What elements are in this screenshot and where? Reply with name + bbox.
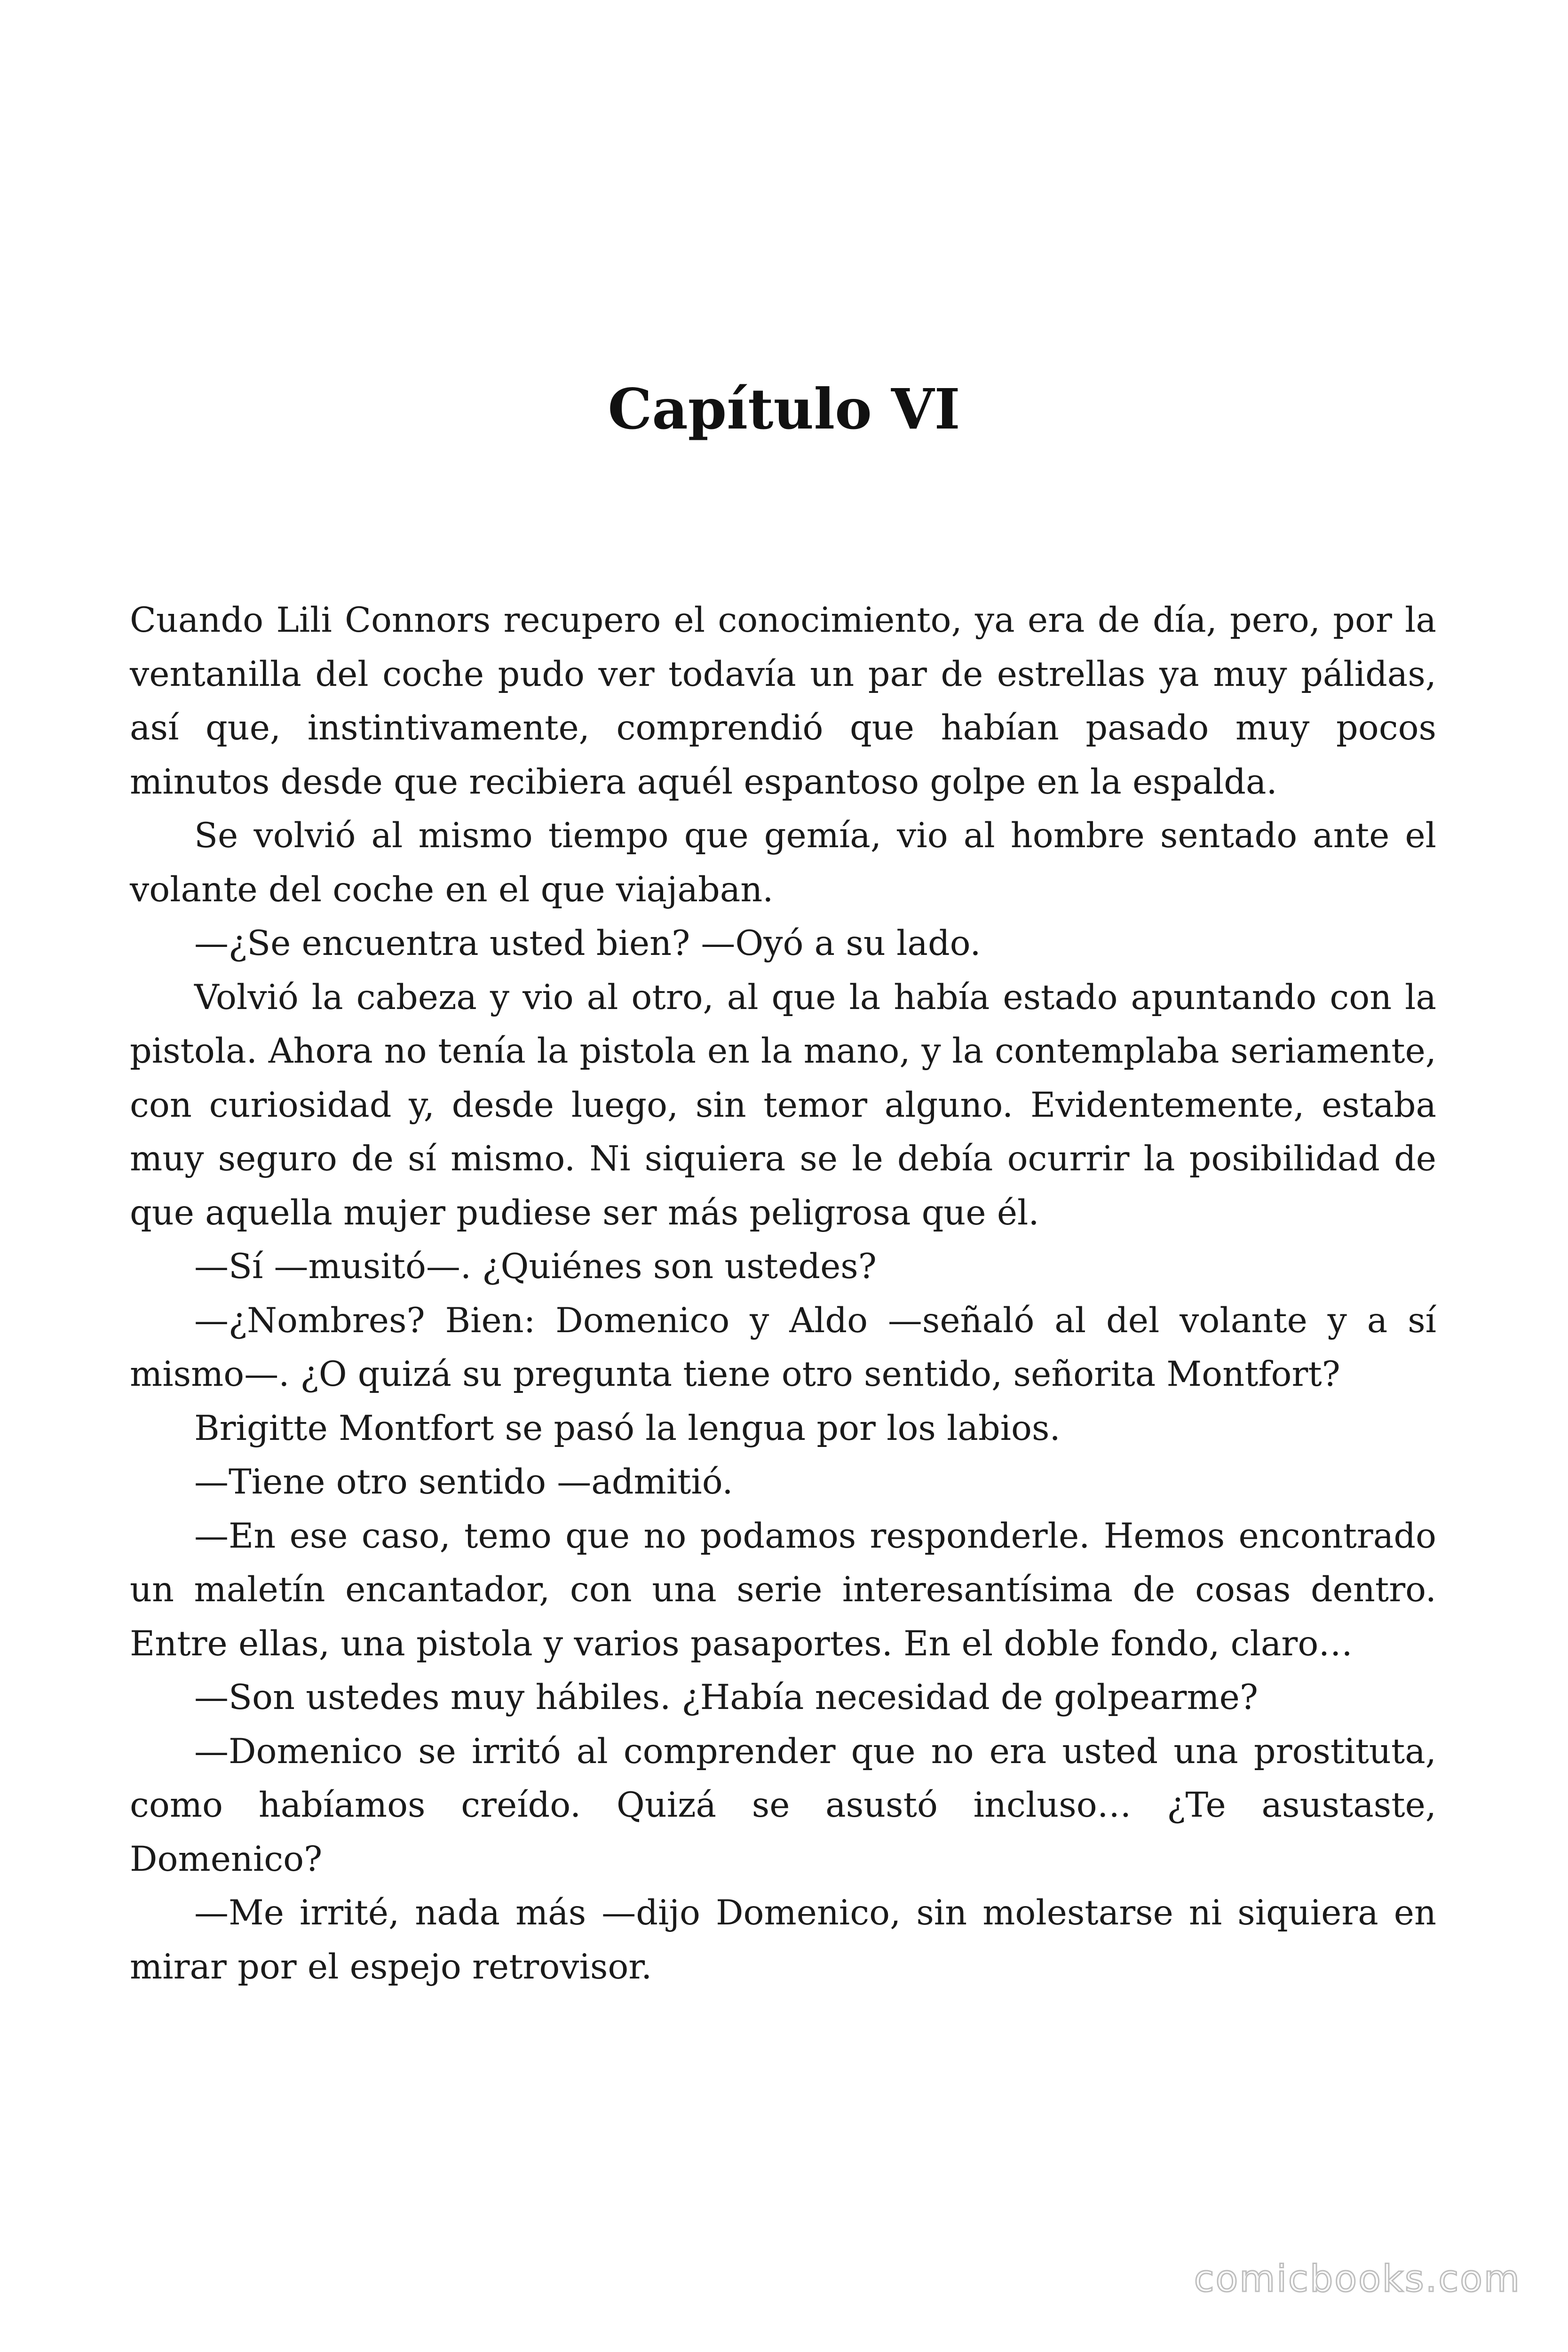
chapter-title: Capítulo VI bbox=[608, 376, 960, 442]
paragraph: Brigitte Montfort se pasó la lengua por los labios. bbox=[194, 1408, 1061, 1448]
paragraph: Se volvió al mismo tiempo que gemía, vio al hombre sentado ante el volante del coche en el que viajaban. bbox=[130, 816, 1436, 910]
paragraph: Volvió la cabeza y vio al otro, al que la había estado apuntando con la pistola. Ahora no tenía la pistola en la mano, y la contemplaba seriamente, con curiosidad y, desde luego, sin temor alguno. Evidentemente, estaba muy seguro de sí mismo. Ni siquiera se le debía ocurrir la posibilidad de que aquella mujer pudiese ser más peligrosa que él. bbox=[130, 977, 1436, 1233]
paragraph: —¿Se encuentra usted bien? —Oyó a su lado. bbox=[194, 923, 981, 963]
paragraph: —Tiene otro sentido —admitió. bbox=[194, 1462, 733, 1502]
paragraph: —Domenico se irritó al comprender que no era usted una prostituta, como habíamos creído. Quizá se asustó incluso… ¿Te asustaste, Domenico? bbox=[130, 1731, 1436, 1879]
paragraph: —Me irrité, nada más —dijo Domenico, sin molestarse ni siquiera en mirar por el espejo retrovisor. bbox=[130, 1893, 1436, 1987]
paragraph: —¿Nombres? Bien: Domenico y Aldo —señaló al del volante y a sí mismo—. ¿O quizá su pregunta tiene otro sentido, señorita Montfort? bbox=[130, 1300, 1436, 1394]
paragraph: —En ese caso, temo que no podamos responderle. Hemos encontrado un maletín encantador, con una serie interesantísima de cosas dentro. Entre ellas, una pistola y varios pasaportes. En el doble fondo, claro… bbox=[130, 1516, 1436, 1664]
chapter-body bbox=[130, 594, 1436, 1994]
site-watermark: comicbooks.com bbox=[1194, 2258, 1521, 2300]
paragraph: —Son ustedes muy hábiles. ¿Había necesidad de golpearme? bbox=[194, 1677, 1259, 1717]
paragraph: Cuando Lili Connors recupero el conocimiento, ya era de día, pero, por la ventanilla del coche pudo ver todavía un par de estrellas ya muy pálidas, así que, instintivamente, comprendió que habían pasado muy pocos minutos desde que recibiera aquél espantoso golpe en la espalda. bbox=[130, 600, 1436, 802]
paragraph: —Sí —musitó—. ¿Quiénes son ustedes? bbox=[194, 1247, 877, 1287]
